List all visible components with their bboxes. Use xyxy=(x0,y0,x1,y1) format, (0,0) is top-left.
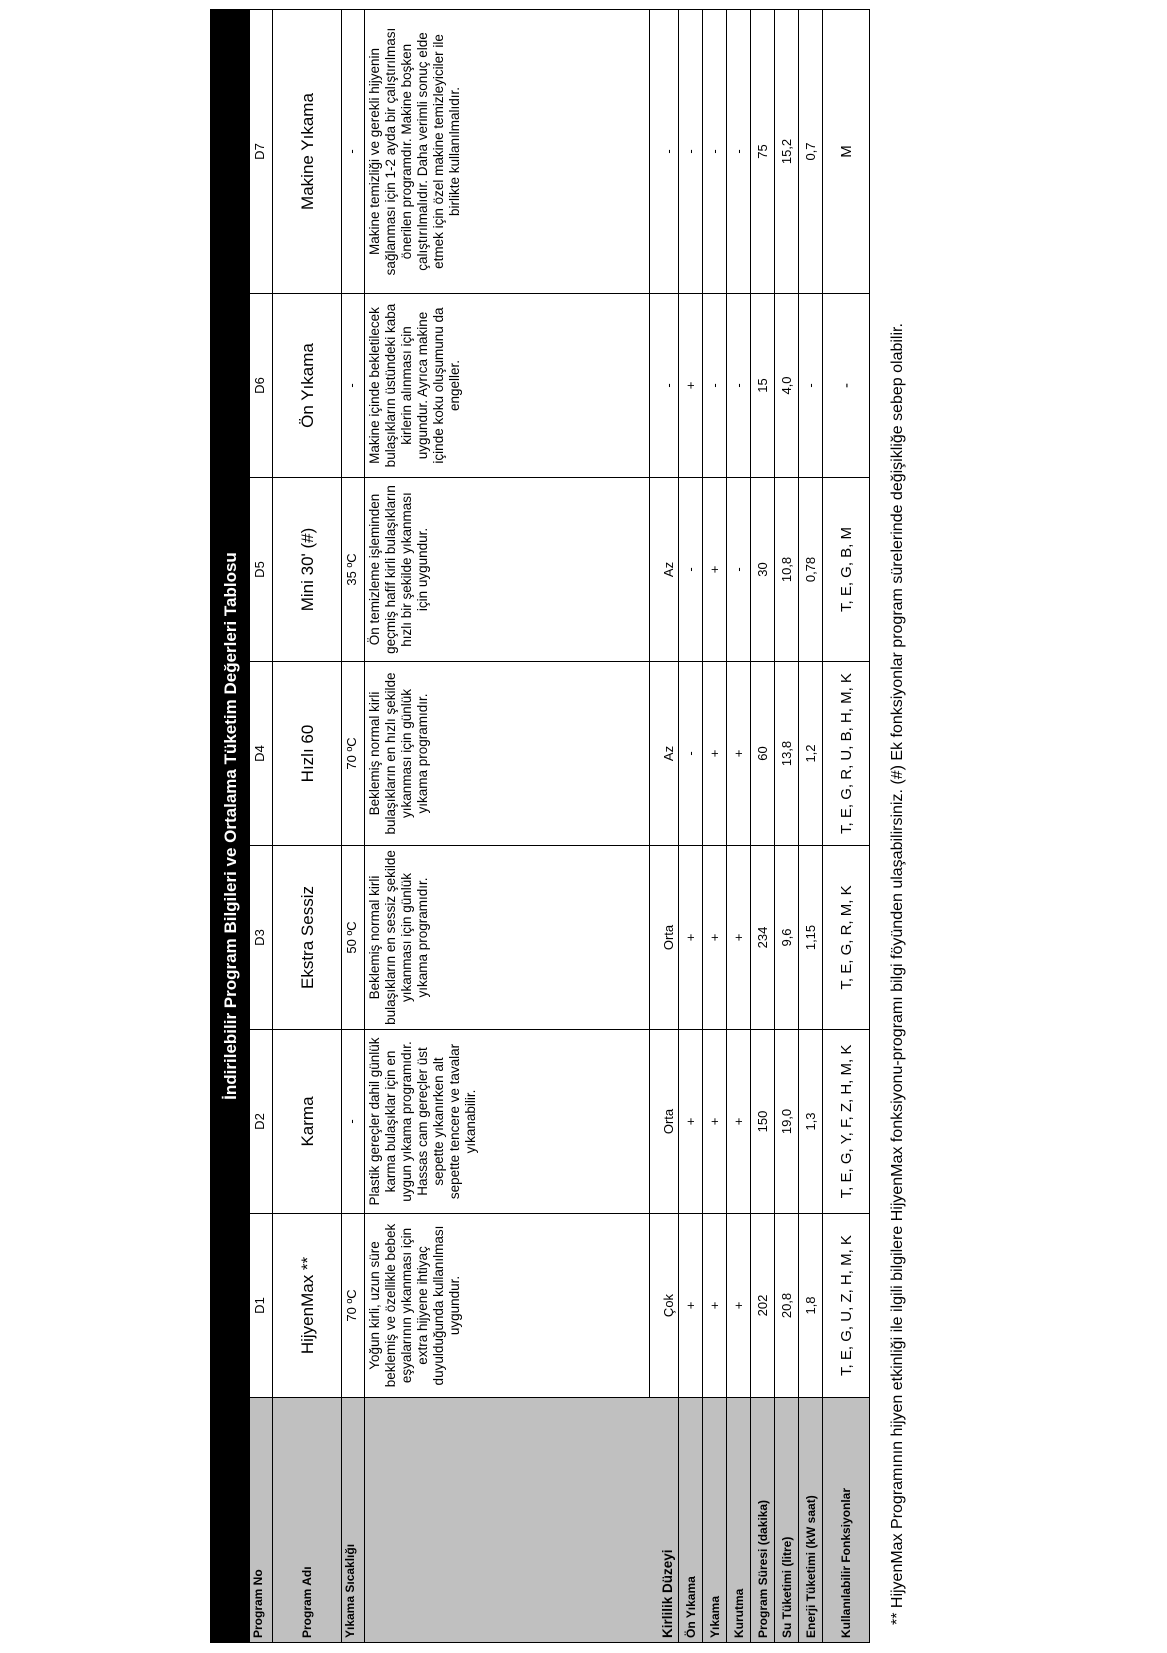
cell-name: Mini 30' (#) xyxy=(273,478,342,662)
cell-wash: - xyxy=(703,10,727,294)
cell-no: D4 xyxy=(250,662,273,846)
row-program-no xyxy=(250,10,273,1643)
cell-no: D5 xyxy=(250,478,273,662)
row-prewash xyxy=(679,10,703,1643)
row-wash-temp xyxy=(342,10,365,1643)
cell-dry: + xyxy=(727,1214,751,1398)
cell-desc: Beklemiş normal kirli bulaşıkların en hızlı şekilde yıkanması için günlük yıkama programıdır. xyxy=(365,662,650,846)
cell-prewash: - xyxy=(679,10,703,294)
cell-functions: T, E, G, R, M, K xyxy=(823,846,870,1030)
cell-duration: 234 xyxy=(751,846,775,1030)
label-wash-temp: Yıkama Sıcaklığı xyxy=(342,1398,365,1643)
cell-dirt: Çok xyxy=(650,1214,679,1398)
cell-temp: - xyxy=(342,294,365,478)
cell-desc: Makine temizliği ve gerekli hijyenin sağlanması için 1-2 ayda bir çalıştırılması önerilen programdır. Makine boşken çalıştırılmalıdır. Daha verimli sonuç elde etmek için özel makine temizleyiciler ile birlikte kullanılmalıdır. xyxy=(365,10,650,294)
cell-wash: + xyxy=(703,662,727,846)
cell-dry: - xyxy=(727,478,751,662)
row-duration xyxy=(751,10,775,1643)
cell-name: HijyenMax ** xyxy=(273,1214,342,1398)
cell-energy: 1,15 xyxy=(799,846,823,1030)
label-water: Su Tüketimi (litre) xyxy=(775,1398,799,1643)
cell-no: D7 xyxy=(250,10,273,294)
cell-no: D2 xyxy=(250,1030,273,1214)
label-program-no: Program No xyxy=(250,1398,273,1643)
cell-wash: + xyxy=(703,1030,727,1214)
cell-functions: T, E, G, B, M xyxy=(823,478,870,662)
label-duration: Program Süresi (dakika) xyxy=(751,1398,775,1643)
row-energy xyxy=(799,10,823,1643)
cell-duration: 75 xyxy=(751,10,775,294)
footnote: ** HijyenMax Programının hijyen etkinliği ile ilgili bilgilere HijyenMax fonksiyonu-programı bilgi föyünden ulaşabilirsiniz. (#) Ek fonksiyonlar program sürelerinde değişikliğe sebep olabilir. xyxy=(889,323,906,1625)
label-prewash: Ön Yıkama xyxy=(679,1398,703,1643)
cell-desc: Yoğun kirli, uzun süre beklemiş ve özellikle bebek eşyalarının yıkanması için extra hijyene ihtiyaç duyulduğunda kullanılması uygundur. xyxy=(365,1214,650,1398)
label-functions: Kullanılabilir Fonksiyonlar xyxy=(823,1398,870,1643)
cell-functions: T, E, G, U, Z, H, M, K xyxy=(823,1214,870,1398)
cell-duration: 15 xyxy=(751,294,775,478)
cell-dirt: Az xyxy=(650,478,679,662)
cell-energy: 0,78 xyxy=(799,478,823,662)
cell-water: 20,8 xyxy=(775,1214,799,1398)
cell-wash: + xyxy=(703,478,727,662)
cell-dirt: - xyxy=(650,294,679,478)
cell-name: Ekstra Sessiz xyxy=(273,846,342,1030)
cell-temp: - xyxy=(342,1030,365,1214)
cell-prewash: + xyxy=(679,1214,703,1398)
cell-functions: T, E, G, R, U, B, H, M, K xyxy=(823,662,870,846)
cell-dry: + xyxy=(727,1030,751,1214)
row-description xyxy=(365,10,650,1643)
cell-temp: 50 ºC xyxy=(342,846,365,1030)
table-title: İndirilebilir Program Bilgileri ve Ortalama Tüketim Değerleri Tablosu xyxy=(211,10,250,1643)
row-program-name xyxy=(273,10,342,1643)
cell-energy: 1,3 xyxy=(799,1030,823,1214)
cell-dry: - xyxy=(727,294,751,478)
cell-water: 13,8 xyxy=(775,662,799,846)
cell-wash: + xyxy=(703,1214,727,1398)
cell-duration: 60 xyxy=(751,662,775,846)
cell-prewash: + xyxy=(679,294,703,478)
cell-prewash: + xyxy=(679,1030,703,1214)
cell-no: D3 xyxy=(250,846,273,1030)
cell-name: Makine Yıkama xyxy=(273,10,342,294)
cell-water: 4,0 xyxy=(775,294,799,478)
cell-no: D6 xyxy=(250,294,273,478)
cell-desc: Ön temizleme işleminden geçmiş hafif kirli bulaşıkların hızlı bir şekilde yıkanması için uygundur. xyxy=(365,478,650,662)
label-dry: Kurutma xyxy=(727,1398,751,1643)
label-wash: Yıkama xyxy=(703,1398,727,1643)
row-water xyxy=(775,10,799,1643)
row-wash xyxy=(703,10,727,1643)
cell-water: 15,2 xyxy=(775,10,799,294)
cell-wash: - xyxy=(703,294,727,478)
cell-dry: + xyxy=(727,846,751,1030)
cell-functions: - xyxy=(823,294,870,478)
cell-wash: + xyxy=(703,846,727,1030)
cell-energy: 0,7 xyxy=(799,10,823,294)
cell-dirt: - xyxy=(650,10,679,294)
rotated-page xyxy=(210,10,908,1643)
cell-name: Karma xyxy=(273,1030,342,1214)
cell-temp: 35 ºC xyxy=(342,478,365,662)
cell-dirt: Orta xyxy=(650,1030,679,1214)
label-program-name: Program Adı xyxy=(273,1398,342,1643)
cell-temp: 70 ºC xyxy=(342,1214,365,1398)
cell-functions: T, E, G, Y, F, Z, H, M, K xyxy=(823,1030,870,1214)
row-functions xyxy=(823,10,870,1643)
cell-desc: Beklemiş normal kirli bulaşıkların en sessiz şekilde yıkanması için günlük yıkama programıdır. xyxy=(365,846,650,1030)
cell-no: D1 xyxy=(250,1214,273,1398)
cell-functions: M xyxy=(823,10,870,294)
cell-desc: Plastik gereçler dahil günlük karma bulaşıklar için en uygun yıkama programıdır. Hassas cam gereçler üst sepette yıkanırken alt sepette tencere ve tavalar yıkanabilir. xyxy=(365,1030,650,1214)
cell-prewash: - xyxy=(679,662,703,846)
cell-dirt: Orta xyxy=(650,846,679,1030)
cell-water: 9,6 xyxy=(775,846,799,1030)
cell-name: Hızlı 60 xyxy=(273,662,342,846)
cell-energy: - xyxy=(799,294,823,478)
row-dry xyxy=(727,10,751,1643)
cell-temp: - xyxy=(342,10,365,294)
cell-temp: 70 ºC xyxy=(342,662,365,846)
label-energy: Enerji Tüketimi (kW saat) xyxy=(799,1398,823,1643)
cell-desc: Makine içinde bekletilecek bulaşıkların üstündeki kaba kirlerin alınması için uygundur. Ayrıca makine içinde koku oluşumunu da engeller. xyxy=(365,294,650,478)
cell-name: Ön Yıkama xyxy=(273,294,342,478)
cell-duration: 150 xyxy=(751,1030,775,1214)
cell-duration: 30 xyxy=(751,478,775,662)
cell-water: 10,8 xyxy=(775,478,799,662)
cell-dry: - xyxy=(727,10,751,294)
cell-water: 19,0 xyxy=(775,1030,799,1214)
cell-energy: 1,2 xyxy=(799,662,823,846)
cell-dry: + xyxy=(727,662,751,846)
cell-prewash: + xyxy=(679,846,703,1030)
cell-dirt: Az xyxy=(650,662,679,846)
cell-prewash: - xyxy=(679,478,703,662)
program-table xyxy=(210,9,870,1643)
cell-duration: 202 xyxy=(751,1214,775,1398)
label-dirt-level: Kirlilik Düzeyi xyxy=(365,1398,679,1643)
cell-energy: 1,8 xyxy=(799,1214,823,1398)
